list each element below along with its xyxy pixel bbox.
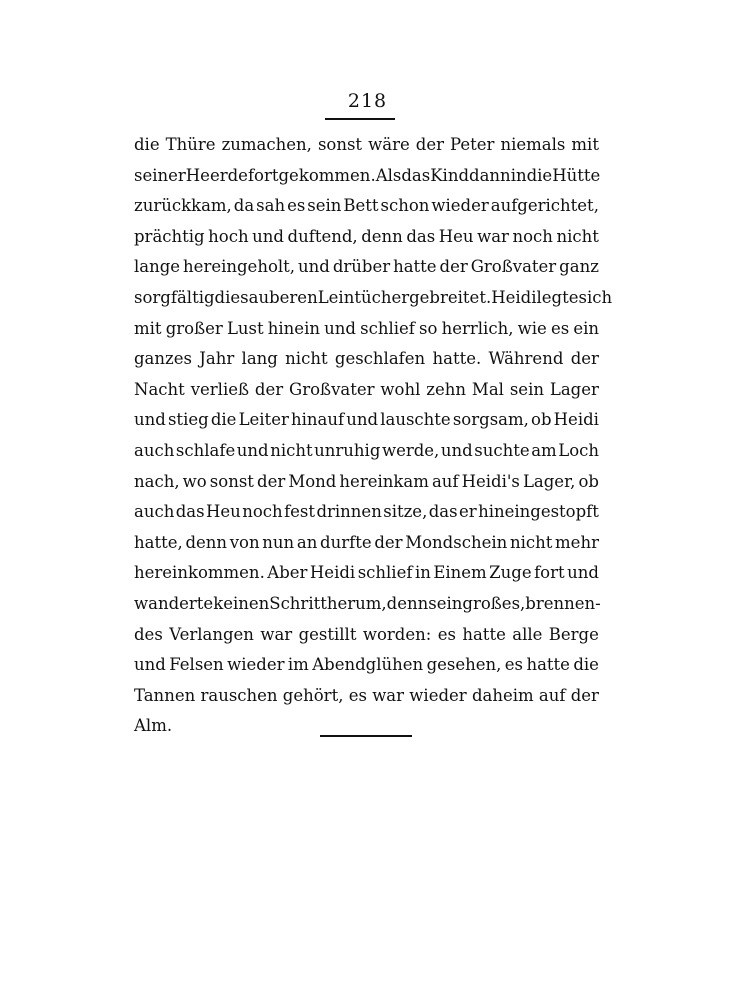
text-line: zurückkam, da sah es sein Bett schon wieder aufgerichtet,	[134, 196, 599, 216]
text-line: und stieg die Leiter hinauf und lauschte sorgsam, ob Heidi	[134, 410, 599, 430]
text-line-last: Alm.	[134, 716, 173, 736]
text-line: wanderte keinen Schritt herum, denn sein großes, brennen-	[134, 593, 601, 613]
text-line: seiner Heerde fortgekommen. Als das Kind dann in die Hütte	[134, 165, 601, 185]
text-line: mit großer Lust hinein und schlief so herrlich, wie es ein	[134, 318, 599, 338]
page-number: 218	[347, 90, 388, 112]
text-line: auch das Heu noch fest drinnen sitze, das er hineingestopft	[134, 502, 599, 522]
text-line: hatte, denn von nun an durfte der Mondschein nicht mehr	[134, 532, 599, 552]
end-rule	[320, 735, 412, 737]
header-rule	[325, 118, 395, 120]
text-line: die Thüre zumachen, sonst wäre der Peter niemals mit	[134, 135, 599, 154]
text-line: nach, wo sonst der Mond hereinkam auf Heidi's Lager, ob	[134, 471, 599, 491]
text-line: des Verlangen war gestillt worden: es hatte alle Berge	[134, 624, 599, 644]
text-line: Nacht verließ der Großvater wohl zehn Mal sein Lager	[134, 379, 599, 399]
text-line: lange hereingeholt, und drüber hatte der Großvater ganz	[134, 257, 599, 277]
text-line: und Felsen wieder im Abendglühen gesehen, es hatte die	[134, 655, 599, 675]
text-line: sorgfältig die sauberen Leintücher gebreitet. Heidi legte sich	[134, 287, 613, 307]
body-text	[134, 130, 613, 742]
text-line: hereinkommen. Aber Heidi schlief in Einem Zuge fort und	[134, 563, 599, 583]
text-line: Tannen rauschen gehört, es war wieder daheim auf der	[134, 685, 599, 705]
text-line: prächtig hoch und duftend, denn das Heu war noch nicht	[134, 226, 599, 246]
text-line: ganzes Jahr lang nicht geschlafen hatte. Während der	[134, 349, 599, 369]
text-line: auch schlafe und nicht unruhig werde, und suchte am Loch	[134, 440, 599, 460]
